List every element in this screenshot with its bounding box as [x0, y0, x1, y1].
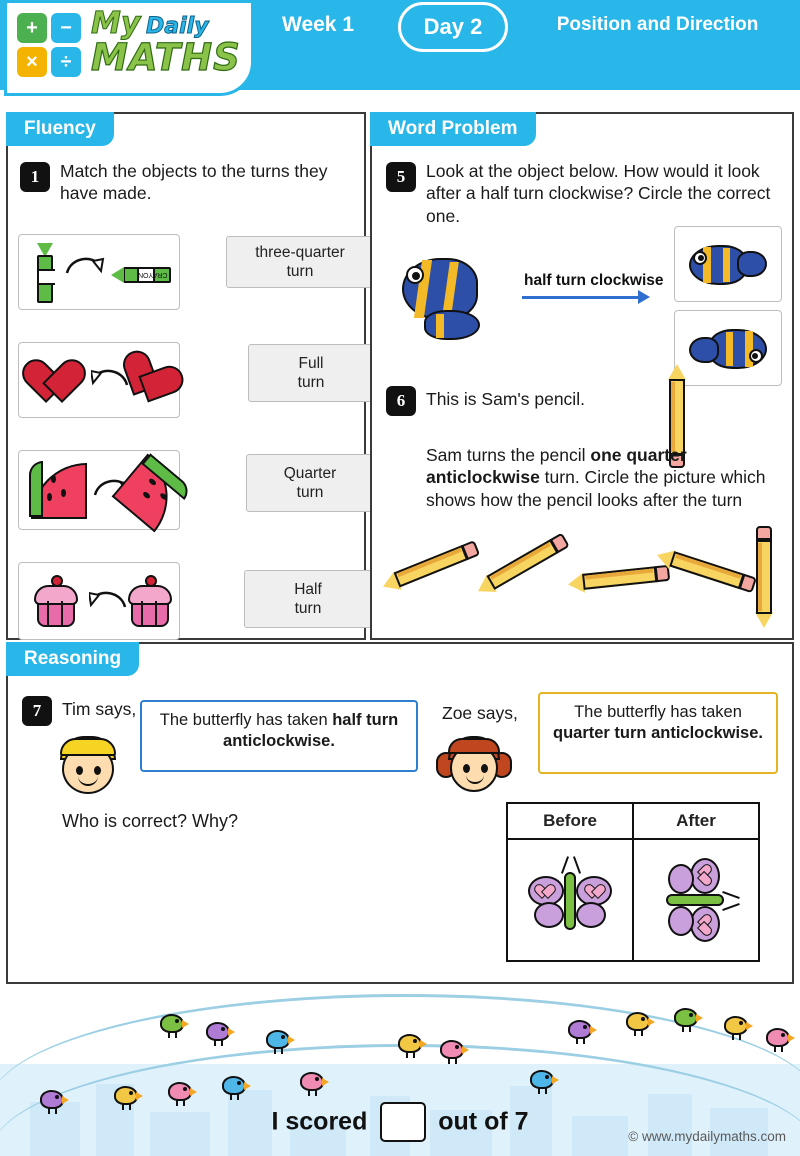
match-card-cupcake[interactable] [18, 562, 180, 640]
logo-wordmark [91, 6, 251, 79]
pencil-option-4[interactable] [652, 543, 760, 604]
match-card-watermelon[interactable] [18, 450, 180, 530]
butterfly-after-icon [648, 852, 744, 948]
multiply-icon: × [17, 47, 47, 77]
score-input-box[interactable] [380, 1102, 426, 1142]
word-problem-title: Word Problem [370, 112, 536, 146]
crayon-icon [35, 243, 55, 305]
answer-box-0[interactable] [226, 236, 374, 288]
arrow-anticlockwise-icon-2 [89, 587, 129, 611]
heart-icon [35, 359, 81, 401]
table-header-row [507, 803, 759, 839]
question-5-text: Look at the object below. How would it look after a half turn clockwise? Circle the correct one. [426, 161, 771, 226]
answer-box-0-text: three-quarter turn [255, 243, 345, 280]
watermelon-icon-rotated [112, 454, 191, 533]
minus-icon: − [51, 13, 81, 43]
zoe-avatar [436, 736, 514, 802]
question-number-1: 1 [20, 162, 50, 192]
q6-bold: one quarter anticlockwise [426, 445, 687, 488]
tim-speech-bold: half turn anticlockwise. [223, 711, 399, 751]
who-is-correct-question: Who is correct? Why? [62, 811, 239, 831]
butterfly-before-cell [507, 839, 633, 961]
fish-upright-icon [685, 237, 771, 293]
topic-label: Position and Direction [556, 14, 759, 35]
cupcake-icon [33, 575, 79, 629]
butterfly-after-cell [633, 839, 759, 961]
page-header [0, 0, 800, 96]
bird-icon [398, 1032, 428, 1056]
question-6-text-body [426, 444, 786, 511]
turn-arrow-head [638, 290, 650, 304]
bird-icon [160, 1012, 190, 1036]
question-number-7: 7 [22, 696, 52, 726]
watermelon-icon [31, 463, 87, 519]
tim-speech-part1: The butterfly has taken [159, 711, 333, 729]
bird-icon [168, 1080, 198, 1104]
cupcake-icon-rotated [127, 575, 173, 629]
zoe-speech-bubble [538, 692, 778, 774]
plus-icon: + [17, 13, 47, 43]
logo-maths: MATHS [91, 36, 241, 79]
zoe-says-label: Zoe says, [442, 703, 518, 723]
fish-upside-down-icon [685, 321, 771, 377]
bird-icon [568, 1018, 598, 1042]
arrow-clockwise-icon [63, 253, 105, 279]
half-turn-clockwise-label: half turn clockwise [524, 272, 664, 289]
pencil-option-5[interactable] [754, 526, 774, 630]
week-label: Week 1 [282, 13, 354, 36]
answer-box-1[interactable] [248, 344, 374, 402]
zoe-speech-part1: The butterfly has taken [574, 703, 742, 721]
reasoning-title: Reasoning [6, 642, 139, 676]
bird-icon [222, 1074, 252, 1098]
table-header-after: After [633, 803, 759, 839]
fish-option-2[interactable] [674, 310, 782, 386]
pencil-option-2[interactable] [471, 528, 576, 606]
page-footer [0, 984, 800, 1156]
logo-daily: Daily [146, 14, 209, 39]
tim-avatar [56, 736, 122, 798]
divide-icon: ÷ [51, 47, 81, 77]
crayon-icon-rotated: CRAYON [111, 265, 173, 285]
answer-box-3[interactable] [244, 570, 372, 628]
bird-icon [206, 1020, 236, 1044]
tim-speech-bubble [140, 700, 418, 772]
reasoning-panel [6, 642, 794, 984]
question-6-text-line1: This is Sam's pencil. [426, 389, 585, 409]
logo-my: My [91, 6, 141, 41]
fluency-panel [6, 112, 366, 640]
question-number-5: 5 [386, 162, 416, 192]
bird-icon [300, 1070, 330, 1094]
before-after-table [506, 802, 760, 962]
fluency-title: Fluency [6, 112, 114, 146]
score-prefix: I scored [271, 1107, 368, 1136]
zoe-speech-bold: quarter turn anticlockwise. [553, 724, 763, 743]
pencil-option-1[interactable] [378, 536, 486, 603]
bird-icon [766, 1026, 796, 1050]
turn-arrow-line [522, 296, 640, 299]
question-1-text: Match the objects to the turns they have made. [60, 161, 328, 204]
copyright-text: © www.mydailymaths.com [628, 1129, 786, 1144]
answer-box-2[interactable] [246, 454, 374, 512]
logo-operator-grid [17, 13, 85, 81]
bird-icon [530, 1068, 560, 1092]
logo [4, 0, 254, 96]
score-suffix: out of 7 [438, 1107, 529, 1136]
match-card-heart[interactable] [18, 342, 180, 418]
butterfly-before-icon [522, 852, 618, 948]
bird-icon [266, 1028, 296, 1052]
word-problem-panel [370, 112, 794, 640]
answer-box-2-text: Quarter turn [283, 464, 337, 501]
fish-option-1[interactable] [674, 226, 782, 302]
q6-part1: Sam turns the pencil [426, 445, 591, 465]
answer-box-1-text: Full turn [297, 354, 325, 391]
day-badge: Day 2 [398, 2, 508, 52]
heart-icon-rotated [124, 351, 183, 409]
table-row [507, 839, 759, 961]
answer-box-3-text: Half turn [294, 580, 322, 617]
bird-icon [724, 1014, 754, 1038]
table-header-before: Before [507, 803, 633, 839]
question-number-6: 6 [386, 386, 416, 416]
match-card-crayon[interactable] [18, 234, 180, 310]
fish-original-icon [396, 244, 506, 354]
bird-icon [626, 1010, 656, 1034]
q6-part2: turn. Circle the picture which shows how the pencil looks after the turn [426, 467, 766, 510]
bird-icon [440, 1038, 470, 1062]
tim-says-label: Tim says, [62, 699, 137, 719]
bird-icon [674, 1006, 704, 1030]
